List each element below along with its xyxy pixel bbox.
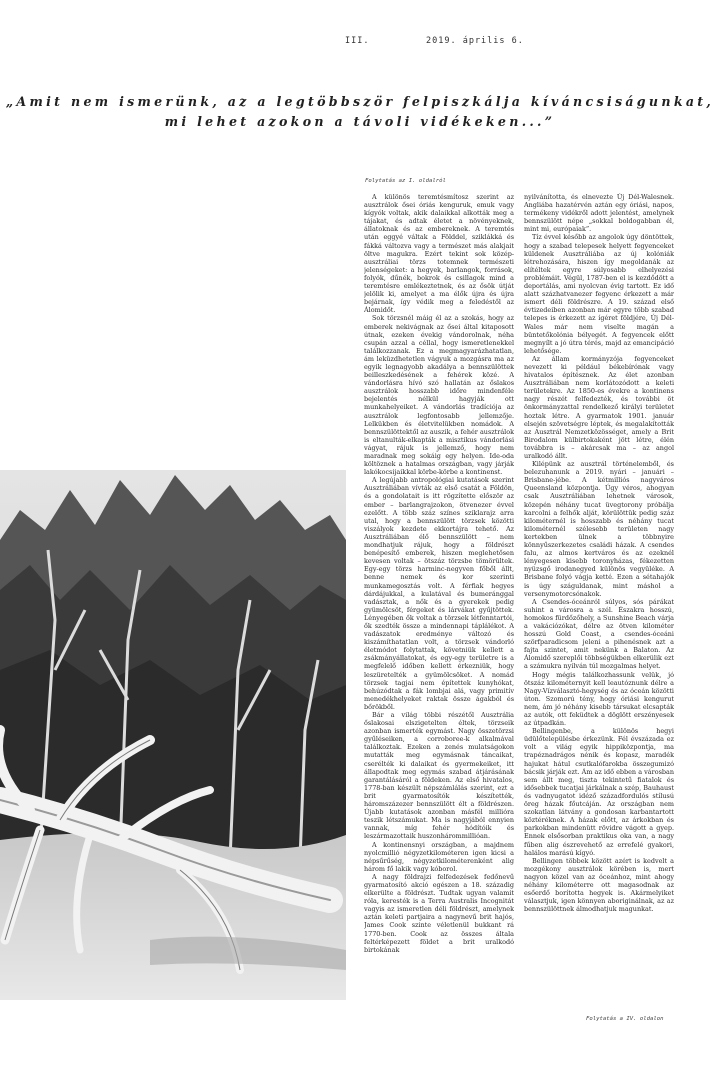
paragraph: Sok törzsnél máig él az a szokás, hogy az emberek nekivágnak az ősei által kitaposott útnak, ezeken évekig vándorolnak, néha csupán azzal a céllal, hogy ismeretlenekkel találkozzanak. Ez a megmagyarázhatatlan, ám leküzdhetetlen vágyuk a mozgásra ma az egyik legnagyobb akadálya a bennszülöttek beilleszkedésének a fehérek közé. A vándorlásra hívó szó hallatán az őslakos ausztrálok hosszabb időre mindenféle bejelentés nélkül hagyják ott munkahelyeiket. A vándorlás tradíciója az ausztrálok legfontosabb jellemzője. Lelkükben és életvitelükben nomádok. A bennszülöttektől az auszik, a fehér ausztrálok is eltanulták-elkapták a misztikus vándorlási vágyat, rájuk is jellemző, hogy nem maradnak meg sokáig egy helyen. Ide-oda költöznek a hatalmas országban, vagy járják lakókocsijaikkal körbe-körbe a kontinenst. — [364, 314, 514, 477]
paragraph: Bellingen többek között azért is kedvelt a mozgékony ausztrálok körében is, mert nagyon közel van az óceánhoz, mint ahogy néhány kilométerre ott magasodnak az esőerdő borította hegyek is. Akármelyiket választjuk, igen könnyen aboriginálnak, az az bennszülöttnek álmodhatjuk magunkat. — [524, 856, 674, 914]
paragraph: A nagy földrajzi felfedezések fedőnevű gyarmatosító akció egészen a 18. századig elkerülte a földrészt. Tudtak ugyan valamit róla, keresték is a Terra Australis Incognitát vagyis az ismeretlen déli földrészt, amelynek aztán keleti partjaira a nagynevű brit hajós, James Cook szinte véletlenül bukkant rá 1770-ben. Cook az összes általa feltérképezett földet a brit uralkodó birtokának — [364, 872, 514, 954]
paragraph: A legújabb antropológiai kutatások szerint Ausztráliában vívták az első csatát a Földön, és a gondolatait is itt rögzítette először az ember – barlangrajzokon, ötvenezer évvel ezelőtt. A több száz színes sziklarajz arra utal, hogy a bennszülött törzsek közötti viszályok kezdete ekkortájra tehető. Az Ausztráliában élő bennszülött – nem mondhatjuk rájuk, hogy a földrészt benépesítő emberek, hiszen meglehetősen kevesen voltak – ötszáz törzsbe tömörültek. Egy-egy törzs harminc-negyven főből állt, benne nemek és kor szerinti munkamegosztás volt. A férfiak hegyes dárdájukkal, a kulatával és bumeránggal vadásztak, a nők és a gyerekek pedig gyümölcsöt, férgeket és lárvákat gyűjtöttek. Lényegében ők voltak a törzsek létfenntartói, ők szedték össze a mindennapi táplálékot. A vadászatok eredménye változó és kiszámíthatatlan volt, a törzsek vándorló életmódot folytattak, követniük kellett a zsákmányállatokat, és egy-egy területre is a megfelelő időben kellett érkezniük, hogy leszüretelték a gyümölcsöket. A nomád törzsek tagjai nem építettek kunyhókat, behúzódtak a fák lombjai alá, vagy primitív menedékhelyeket raktak össze ágakból és bőrökből. — [364, 476, 514, 711]
paragraph: A különös teremtésmítosz szerint az ausztrálok ősei óriás kenguruk, emuk vagy kígyók voltak, akik dalaikkal alkották meg a tájakat, és adtak életet a növényeknek, állatoknak és az embereknek. A teremtés után eggyé váltak a Földdel, sziklákká és fákká változva vagy a természet más alakjait öltve magukra. Ezért tekint sok közép-ausztráliai törzs totemnek természeti jelenségeket: a hegyek, barlangok, források, folyók, dűnék, bokrok és csillagok mind a teremtésre emlékeztetnek, és az ősök útját jelölik ki, amelyet a ma élők újra és újra bejárnak, így védik meg a feledéstől az Álomidőt. — [364, 193, 514, 315]
page-header — [0, 36, 720, 50]
issue-date: 2019. április 6. — [426, 36, 524, 46]
article-column-1 — [364, 193, 514, 1003]
continued-from-note: Folytatás az I. oldalról — [365, 178, 446, 184]
paragraph: Hogy mégis találkozhassunk velük, jó ötszáz kilométernyit kell leautóznunk délre a Nagy-Vízválasztó-hegység és az óceán közötti úton. Szomorú tény, hogy óriási kengurut nem, ám jó néhány kisebb társukat elcsapták az autók, ott feküdtek a döglött erszényesek az útpadkán. — [524, 670, 674, 728]
continued-to-note: Folytatás a IV. oldalon — [586, 1016, 664, 1022]
paragraph: Bár a világ többi részétől Ausztrália őslakosai elszigetelten éltek, törzseik azonban ismerték egymást. Nagy összetörzsi gyűléseiken, a corroboree-k alkalmával találkoztak. Ezeken a zenés mulatságokon mutatták meg egymásnak táncaikat, cserélték ki dalaikat és gyermekeiket, itt állapodtak meg egymás szabad átjárásának garantálásáról a földeken. Az első hivatalos, 1778-ban készült népszámlálás szerint, ezt a brit gyarmatosítók készítették, háromszázezer bennszülött élt a földrészen. Újabb kutatások azonban másfél millióra teszik létszámukat. Ma is nagyjából ennyien vannak, míg fehér hódítóik és leszármazottaik huszonhárommillióan. — [364, 711, 514, 841]
paragraph: Tíz évvel később az angolok úgy döntöttek, hogy a szabad telepesek helyett fegyenceket küldenek Ausztráliába az új kolóniák létrehozására, hiszen így megoldanák az elítéltek egyre súlyosabb elhelyezési problémáit. Végül, 1787-ben el is kezdődött a deportálás, ami nyolcvan évig tartott. Ez idő alatt százhatvanezer fegyenc érkezett a már ismert déli földrészre. A 19. század első évtizedeiben azonban már egyre több szabad telepes is érkezett az ígéret földjére, Új Dél-Wales már nem viselte magán a büntetőkolónia bélyegét. A fegyencek előtt megnyílt a jó útra térés, majd az emancipáció lehetősége. — [524, 233, 674, 355]
pull-quote-line-2: mi lehet azokon a távoli vidékeken...” — [164, 114, 556, 129]
article-column-2 — [524, 193, 674, 1003]
pull-quote — [0, 92, 720, 132]
photo-illustration — [0, 470, 346, 1000]
paragraph: A kontinensnyi országban, a majdnem nyolcmillió négyzetkilométeren igen kicsi a népsűrűség, négyzetkilométerenként alig három fő lakik vagy kóborol. — [364, 840, 514, 873]
paragraph-continued: nyilvánította, és elnevezte Új Dél-Walesnek. Angliába hazatérvén aztán egy óriási, napos, termékeny vidékről adott jelentést, amelynek bennszülött népe „sokkal boldogabban él, mint mi, európaiak”. — [524, 193, 674, 234]
paragraph: A Csendes-óceánról súlyos, sós párákat suhint a városra a szél. Északra hosszú, homokos fürdőzőhely, a Sunshine Beach várja a vakációzókat, délre az ötven kilométer hosszú Gold Coast, a csendes-óceáni szörfparadicsom jeleni a pihenésnek azt a fajta szintet, amit nekünk a Balaton. Az Álomidő szereplői többségükben elkerülik ezt a számukra nyilván túl mozgalmas helyet. — [524, 597, 674, 671]
page-number: III. — [345, 36, 370, 46]
paragraph: Az állam kormányzója fegyenceket nevezett ki például békebírónak vagy hivatalos építésznek. Az élet azonban Ausztráliában nem korlátozódott a keleti területekre. Az 1850-es évekre a kontinens nagy részét felfedezték, és további öt önkormányzattal rendelkező királyi területet hoztak létre. A gyarmatok 1901. január elsején szövetségre léptek, és megalakították az Ausztrál Nemzetközösséget, amely a Brit Birodalom külbirtokaként jött létre, élén továbbra is – akárcsak ma – az angol uralkodó állt. — [524, 354, 674, 460]
pull-quote-line-1: „Amit nem ismerünk, az a legtöbbször felpiszkálja kíváncsiságunkat, — [5, 94, 715, 109]
beach-driftwood-photo — [0, 470, 346, 1000]
paragraph: Kilépünk az ausztrál történelemből, és belezuhanunk a 2019. nyári – januári – Brisbane-jébe. A kétmilliós nagyváros Queensland központja. Úgy véros, ahogyan csak Ausztráliában lehetnek városok, közepén néhány tucat üvegtorony próbálja karcolni a felhők alját, körülöttük pedig száz kilométernél is hosszabb és néhány tucat kilométernél szélesebb területen nagy kertekben ülnek a többnyire könnyűszerkezetes családi házak. A csendes falu, az almos kertváros és az ezeknél lényegesen kisebb toronyházas, fékezetten nyüzsgő irodanegyed különös vegyüléke. A Brisbane folyó vágja ketté. Ezen a sétahajók is úgy száguldanak, mint máshol a versenymotorcsónakok. — [524, 460, 674, 598]
paragraph: Bellingenbe, a különös hegyi üdülőtelepülésbe érkezünk. Fél évszázada ez volt a világ egyik hippiközpontja, ma trapéznadrágos nénik és kopasz, maradék hajukat hátul csutkalófarokba összegumizó bácsik járják ezt. Ám az idő ebben a városban sem állt meg, tiszta tekintetű fiatalok és idősebbek tucatjai járkálnak a szép, Bauhaust és vadnyugatot idéző századfordulós stílusú öreg házak főutcáján. Az országban nem szokatlan látvány a gondosan karbantartott köztéréknek. A házak előtt, az árkokban és parkokban mindenütt rövidre vágott a gyep. Ennek elsősorban praktikus oka van, a nagy fűben alig észrevehető az errefelé gyakori, halálos marású kígyó. — [524, 727, 674, 857]
